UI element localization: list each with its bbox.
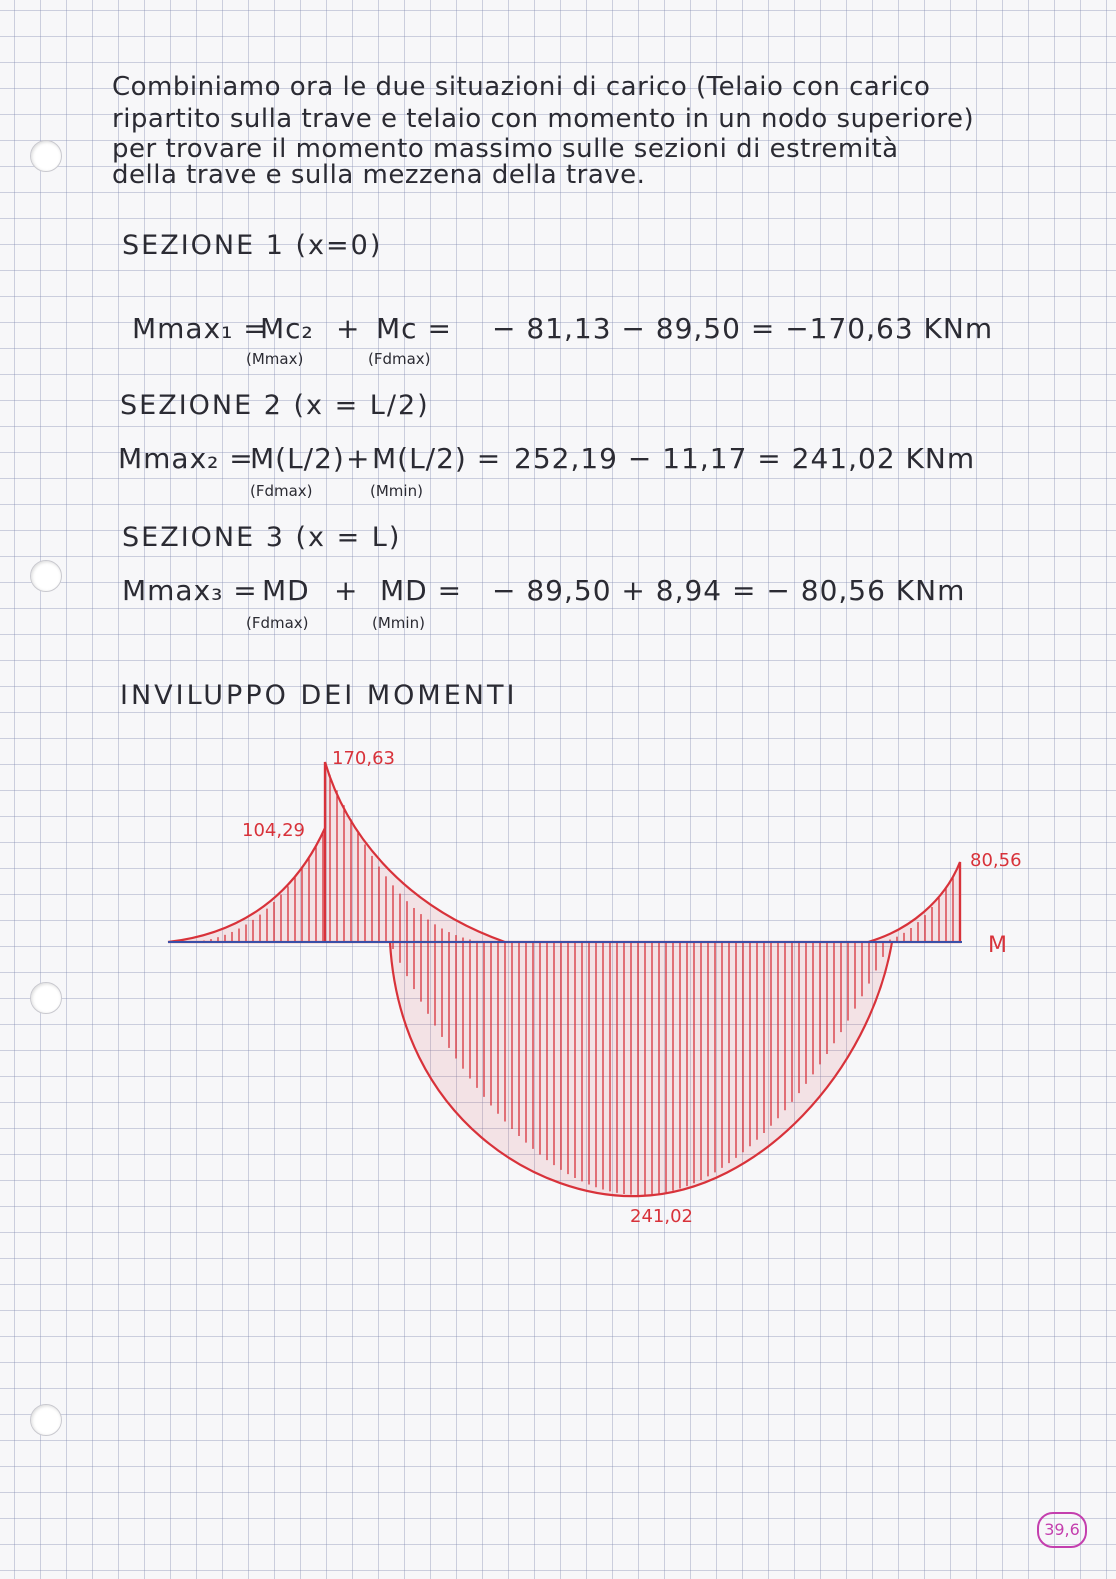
section-3-lhs: Mmax₃ = [122, 574, 258, 607]
section-1-term2-sub: (Fdmax) [368, 350, 431, 368]
section-1-lhs: Mmax₁ = [132, 312, 268, 345]
label-bottom: 241,02 [630, 1206, 693, 1227]
intro-line-4: della trave e sulla mezzena della trave. [112, 160, 646, 190]
section-2-term2: M(L/2) = [372, 442, 502, 475]
section-1-term1: Mc₂ [260, 312, 314, 345]
section-2-result: 252,19 − 11,17 = 241,02 KNm [514, 442, 976, 475]
intro-line-1: Combiniamo ora le due situazioni di carico (Telaio con carico [112, 72, 931, 102]
section-2-term2-sub: (Mmin) [370, 482, 423, 500]
section-3-term1: MD [262, 574, 310, 607]
section-2-plus: + [346, 442, 371, 475]
section-3-title: SEZIONE 3 (x = L) [122, 522, 402, 553]
section-3-term2: MD = [380, 574, 463, 607]
section-3-term1-sub: (Fdmax) [246, 614, 309, 632]
label-left-side: 104,29 [242, 820, 305, 841]
page-number: 39,6 [1037, 1512, 1087, 1548]
intro-line-2: ripartito sulla trave e telaio con momento in un nodo superiore) [112, 104, 975, 134]
section-1-title: SEZIONE 1 (x=0) [122, 230, 383, 261]
intro-line-3: per trovare il momento massimo sulle sezioni di estremità [112, 134, 899, 164]
section-1-term2: Mc = [376, 312, 452, 345]
label-axis-m: M [988, 933, 1007, 958]
section-3-plus: + [334, 574, 359, 607]
section-1-result: − 81,13 − 89,50 = −170,63 KNm [492, 312, 994, 345]
section-2-lhs: Mmax₂ = [118, 442, 254, 475]
label-right: 80,56 [970, 850, 1022, 871]
envelope-heading: INVILUPPO DEI MOMENTI [120, 680, 518, 711]
label-left-peak: 170,63 [332, 748, 395, 769]
section-3-term2-sub: (Mmin) [372, 614, 425, 632]
section-3-result: − 89,50 + 8,94 = − 80,56 KNm [492, 574, 966, 607]
section-1-plus: + [336, 312, 361, 345]
section-2-term1-sub: (Fdmax) [250, 482, 313, 500]
section-2-term1: M(L/2) [250, 442, 345, 475]
section-1-term1-sub: (Mmax) [246, 350, 304, 368]
section-2-title: SEZIONE 2 (x = L/2) [120, 390, 430, 421]
